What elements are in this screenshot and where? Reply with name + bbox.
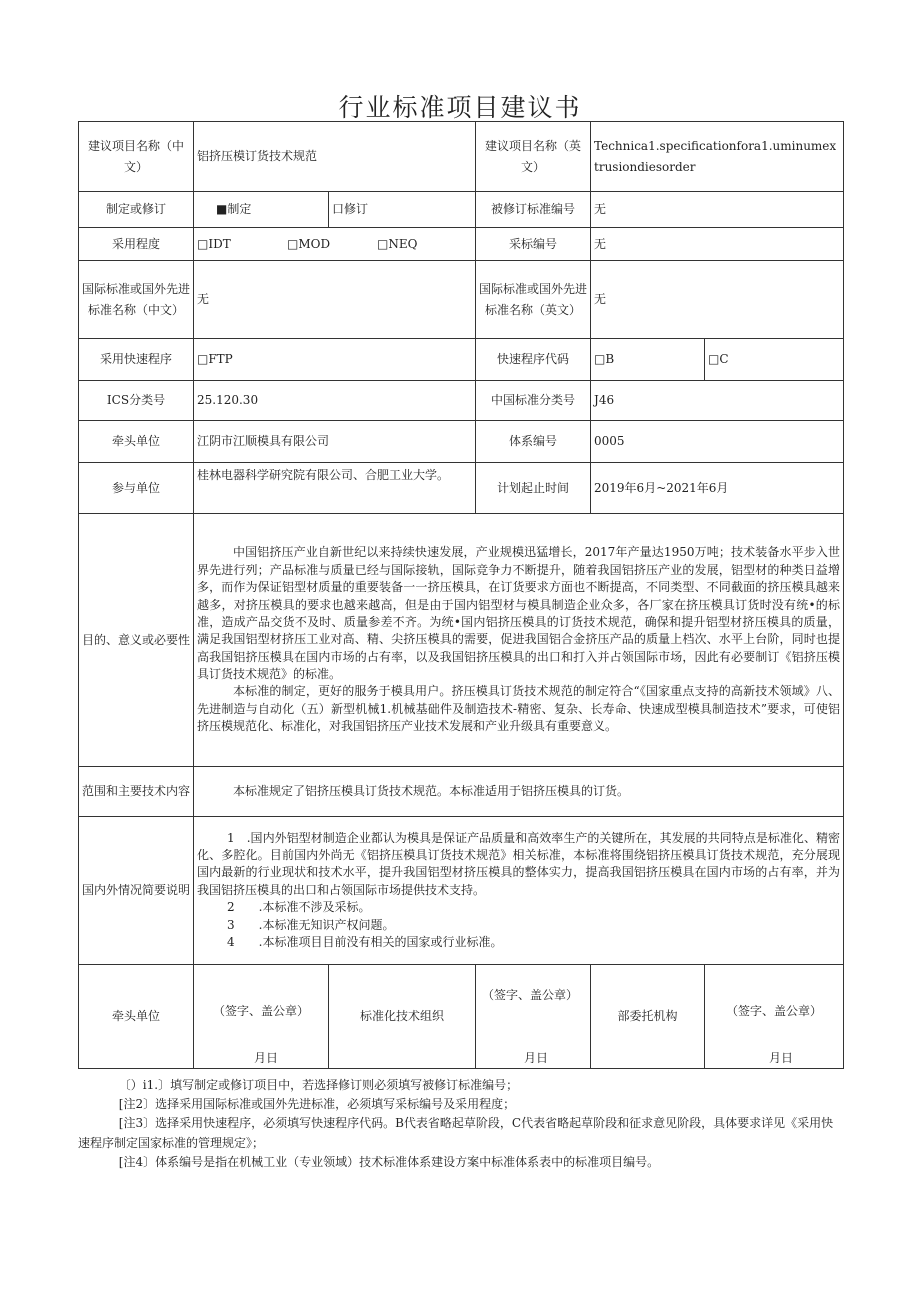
- lead-label: 牵头单位: [79, 421, 194, 463]
- status-label: 国内外情况简要说明: [79, 817, 194, 965]
- sign-org-label: 标准化技术组织: [329, 965, 476, 1069]
- row-scope: [79, 767, 844, 817]
- purpose-paragraph-2: 本标准的制定，更好的服务于模具用户。挤压模具订货技术规范的制定符合“《国家重点支持的高新技术领域》八、先进制造与自动化（五）新型机械1.机械基础件及制造技术-精密、复杂、长寿命、快速成型模具制造技术”要求，可使铝挤压模规范化、标准化，对我国铝挤压产业技术发展和产业升级具有重要意义。: [197, 684, 841, 734]
- status-item-4: 4 .本标准项目目前没有相关的国家或行业标准。: [227, 934, 503, 949]
- intl-cn-label: 国际标准或国外先进标准名称（中文）: [79, 261, 194, 339]
- name-en-label: 建议项目名称（英文）: [476, 122, 591, 192]
- part-value: 桂林电器科学研究院有限公司、合肥工业大学。: [194, 463, 476, 514]
- intl-en-value: 无: [591, 261, 844, 339]
- intl-en-label: 国际标准或国外先进标准名称（英文）: [476, 261, 591, 339]
- sign-date-3: 月日: [769, 1050, 794, 1065]
- lead-value: 江阴市江顺模具有限公司: [194, 421, 476, 463]
- status-item-3: 3 .本标准无知识产权问题。: [227, 917, 395, 932]
- sign-lead-box: [194, 965, 329, 1069]
- name-cn-value: 铝挤压模订货技术规范: [194, 122, 476, 192]
- status-item-1: 1 .国内外铝型材制造企业都认为模具是保证产品质量和高效率生产的关键所在，其发展的共同特点是标准化、精密化、多腔化。目前国内外尚无《铝挤压模具订货技术规范》相关标准，本标准将围绕铝挤压模具订货技术规范，充分展现国内最新的行业现状和技术水平，提升我国铝型材挤压模具的整体实力，提高我国铝挤压模具在国内市场的占有率，并为我国铝挤压模具的出口和占领国际市场提供技术支持。: [197, 830, 841, 897]
- revised-no-label: 被修订标准编号: [476, 192, 591, 228]
- sign-stamp-1: （签字、盖公章）: [212, 1004, 309, 1018]
- fast-value: □FTP: [194, 339, 476, 381]
- sys-value: 0005: [591, 421, 844, 463]
- row-purpose: [79, 514, 844, 767]
- adopt-mod: □MOD: [287, 236, 331, 251]
- plan-value: 2019年6月~2021年6月: [591, 463, 844, 514]
- adopt-options: [194, 228, 476, 261]
- sign-org-box: [476, 965, 591, 1069]
- footnotes: [78, 1076, 843, 1172]
- scope-paragraph: 本标准规定了铝挤压模具订货技术规范。本标准适用于铝挤压模具的订货。: [233, 783, 630, 798]
- row-lead-unit: [79, 421, 844, 463]
- adopt-no-label: 采标编号: [476, 228, 591, 261]
- scope-content: [194, 767, 844, 817]
- revised-no-value: 无: [591, 192, 844, 228]
- make-label: 制定或修订: [79, 192, 194, 228]
- row-status: [79, 817, 844, 965]
- purpose-content: [194, 514, 844, 767]
- ics-value: 25.120.30: [194, 381, 476, 421]
- purpose-label: 目的、意义或必要性: [79, 514, 194, 767]
- adopt-no-value: 无: [591, 228, 844, 261]
- intl-cn-value: 无: [194, 261, 476, 339]
- scope-label: 范围和主要技术内容: [79, 767, 194, 817]
- note-3: [注3〕选择采用快速程序，必须填写快速程序代码。B代表省略起草阶段，C代表省略起草阶段和征求意见阶段，具体要求详见《采用快速程序制定国家标准的管理规定》；: [78, 1116, 834, 1150]
- ics-label: ICS分类号: [79, 381, 194, 421]
- row-project-name: [79, 122, 844, 192]
- purpose-paragraph-1: 中国铝挤压产业自新世纪以来持续快速发展，产业规模迅猛增长，2017年产量达1950万吨；技术装备水平步入世界先进行列；产品标准与质量已经与国际接轨，国际竞争力不断提升，随着我国铝挤压产业的发展，铝型材的种类日益增多，而作为保证铝型材质量的重要装备一一挤压模具，在订货要求方面也不断提高，不同类型、不同截面的挤压模具越来越多，对挤压模具的要求也越来越高，但是由于国内铝型材与模具制造企业众多，各厂家在挤压模具订货时没有统•的标准，造成产品交货不及时、质量参差不齐。为统•国内铝挤压模具的订货技术规范，确保和提升铝型材挤压模具的质量，满足我国铝型材挤压工业对高、精、尖挤压模具的需要，促进我国铝合金挤压产品的质量上档次、水平上台阶，同时也提高我国铝挤压模具在国内市场的占有率，以及我国铝挤压模具的出口和打入并占领国际市场，因此有必要制订《铝挤压模具订货技术规范》的标准。: [197, 545, 841, 682]
- note-2: [注2〕选择采用国际标准或国外先进标准，必须填写采标编号及采用程度；: [118, 1097, 516, 1112]
- row-adoption: [79, 228, 844, 261]
- sign-stamp-2: （签字、盖公章）: [482, 988, 579, 1002]
- proposal-form-table: [78, 121, 844, 1069]
- row-classification: [79, 381, 844, 421]
- fast-label: 采用快速程序: [79, 339, 194, 381]
- sign-date-2: 月日: [524, 1050, 549, 1065]
- sign-stamp-3: （签字、盖公章）: [726, 1004, 823, 1018]
- note-4: [注4〕体系编号是指在机械工业（专业领域）技术标准体系建设方案中标准体系表中的标准项目编号。: [118, 1154, 660, 1169]
- ccs-label: 中国标准分类号: [476, 381, 591, 421]
- note-1: 〔）i1.〕填写制定或修订项目中，若选择修订则必须填写被修订标准编号；: [118, 1078, 519, 1092]
- adopt-neq: □NEQ: [377, 236, 418, 251]
- name-en-value: Technica1.specificationfora1.uminumextrusiondiesorder: [591, 122, 844, 192]
- row-make-or-revise: [79, 192, 844, 228]
- make-option-revise: 口修订: [329, 192, 476, 228]
- plan-label: 计划起止时间: [476, 463, 591, 514]
- fast-code-b: □B: [591, 339, 705, 381]
- row-participants: [79, 463, 844, 514]
- fast-code-c: □C: [705, 339, 844, 381]
- name-cn-label: 建议项目名称（中文）: [79, 122, 194, 192]
- sign-lead-label: 牵头单位: [79, 965, 194, 1069]
- sign-dept-box: [705, 965, 844, 1069]
- sys-label: 体系编号: [476, 421, 591, 463]
- make-option-formulate: ■制定: [194, 192, 329, 228]
- document-title: 行业标准项目建议书: [338, 93, 582, 122]
- adopt-label: 采用程度: [79, 228, 194, 261]
- adopt-idt: □IDT: [197, 236, 231, 251]
- ccs-value: J46: [591, 381, 844, 421]
- row-signatures: [79, 965, 844, 1069]
- part-label: 参与单位: [79, 463, 194, 514]
- row-fast-procedure: [79, 339, 844, 381]
- status-content: [194, 817, 844, 965]
- status-item-2: 2 .本标准不涉及采标。: [227, 900, 371, 915]
- sign-date-1: 月日: [253, 1050, 278, 1065]
- row-intl-standard: [79, 261, 844, 339]
- sign-dept-label: 部委托机构: [591, 965, 705, 1069]
- fast-code-label: 快速程序代码: [476, 339, 591, 381]
